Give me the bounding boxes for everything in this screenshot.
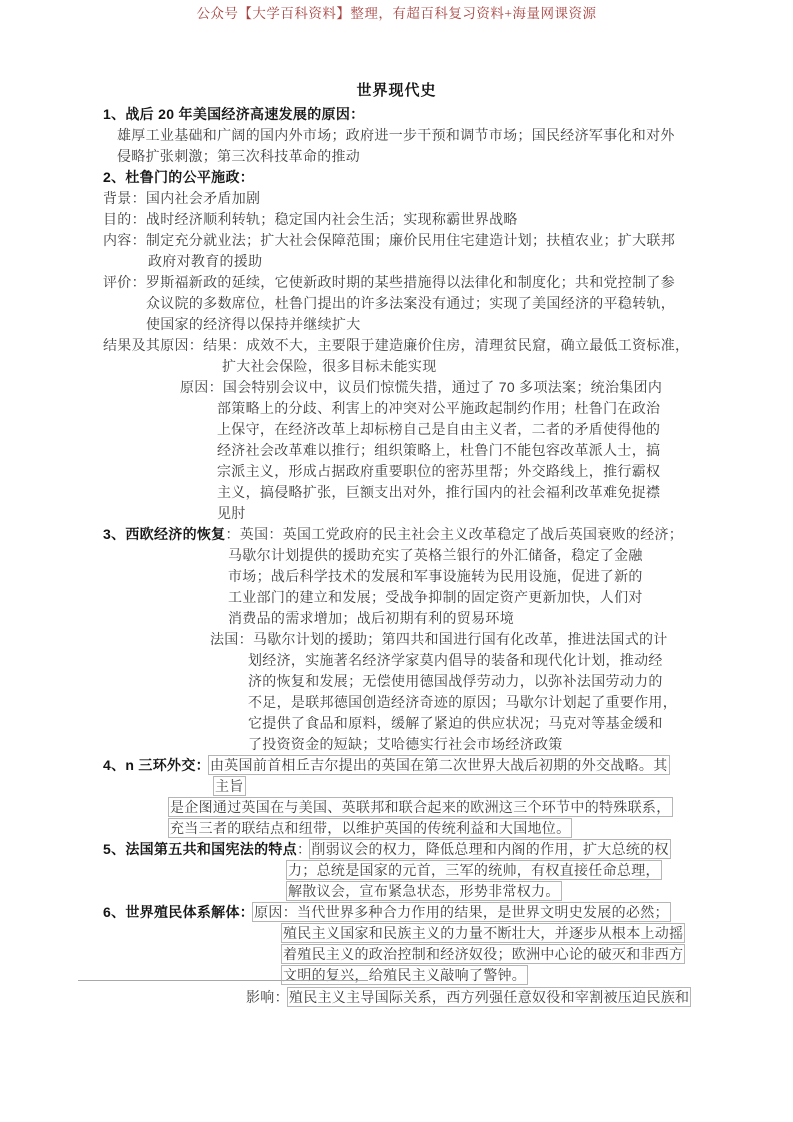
text-line [0, 482, 793, 503]
heading-segment: 2、杜鲁门的公平施政： [103, 169, 255, 185]
boxed-segment: 是企图通过英国在与美国、英联邦和联合起来的欧洲这三个环节中的特殊联系， [170, 799, 671, 815]
text-segment: 划经济，实施著名经济学家莫内倡导的装备和现代化计划，推动经 [248, 652, 663, 668]
boxed-segment: 充当三者的联结点和纽带，以维护英国的传统利益和大国地位。 [170, 820, 571, 836]
text-segment: 宗派主义，形成占据政府重要职位的密苏里帮；外交路线上，推行霸权 [217, 463, 661, 479]
text-line [0, 734, 793, 755]
text-line [0, 671, 793, 692]
text-line [0, 272, 793, 293]
header-note: 公众号【大学百科资料】整理，有超百科复习资料+海量网课资源 [196, 6, 597, 21]
text-segment: 主义，搞侵略扩张，巨额支出对外，推行国内的社会福利改革难免捉襟 [217, 484, 661, 500]
text-segment: 工业部门的建立和发展；受战争抑制的固定资产更新加快，人们对 [228, 589, 643, 605]
document-body [0, 104, 793, 1008]
text-line [0, 335, 793, 356]
text-line [0, 188, 793, 209]
text-segment: 消费品的需求增加；战后初期有利的贸易环境 [228, 610, 514, 626]
boxed-segment: 殖民主义国家和民族主义的力量不断壮大，并逐步从根本上动摇 [283, 925, 684, 941]
text-line [0, 965, 793, 986]
section-divider [78, 980, 368, 981]
text-line [0, 713, 793, 734]
page-title: 世界现代史 [356, 82, 437, 99]
text-line [0, 104, 793, 125]
text-line [0, 839, 793, 860]
text-segment: 政府对教育的援助 [148, 253, 263, 269]
text-segment: 众议院的多数席位，杜鲁门提出的许多法案没有通过；实现了美国经济的平稳转轨， [146, 295, 676, 311]
text-line [0, 608, 793, 629]
text-segment: 见肘 [217, 505, 246, 521]
text-segment: 马歇尔计划提供的援助充实了英格兰银行的外汇储备，稳定了金融 [228, 547, 643, 563]
text-segment: 原因：国会特别会议中，议员们惊慌失措，通过了 70 多项法案；统治集团内 [180, 379, 663, 395]
text-segment: 侵略扩张刺激；第三次科技革命的推动 [117, 148, 361, 164]
boxed-segment: 着殖民主义的政治控制和经济奴役；欧洲中心论的破灭和非西方 [283, 946, 684, 962]
heading-segment: 3、西欧经济的恢复 [103, 526, 226, 542]
text-line [0, 167, 793, 188]
text-segment: 目的：战时经济顺利转轨；稳定国内社会生活；实现称霸世界战略 [103, 211, 518, 227]
text-segment: 不足，是联邦德国创造经济奇迹的原因；马歇尔计划起了重要作用， [248, 694, 677, 710]
boxed-segment: 由英国前首相丘吉尔提出的英国在第二次世界大战后初期的外交战略。其 [209, 757, 668, 773]
boxed-segment: 解散议会，宣布紧急状态，形势非常权力。 [288, 883, 560, 899]
heading-segment: 4、n 三环外交： [103, 757, 210, 773]
boxed-segment: 文明的复兴，给殖民主义敲响了警钟。 [283, 967, 527, 983]
text-line [0, 987, 793, 1008]
text-segment: ：英国：英国工党政府的民主社会主义改革稳定了战后英国衰败的经济； [225, 526, 684, 542]
text-segment: 扩大社会保险，很多目标未能实现 [222, 358, 437, 374]
text-line [0, 356, 793, 377]
text-segment: 市场；战后科学技术的发展和军事设施转为民用设施，促进了新的 [228, 568, 643, 584]
text-line [0, 209, 793, 230]
text-line [0, 314, 793, 335]
text-line [0, 440, 793, 461]
text-segment: 上保守，在经济改革上却标榜自己是自由主义者，二者的矛盾使得他的 [217, 421, 661, 437]
boxed-segment: 原因：当代世界多种合力作用的结果，是世界文明史发展的必然； [254, 904, 669, 920]
text-line [0, 650, 793, 671]
text-segment: 影响： [246, 989, 289, 1005]
text-segment: 内容：制定充分就业法；扩大社会保障范围；廉价民用住宅建造计划；扶植农业；扩大联邦 [103, 232, 675, 248]
text-line [0, 293, 793, 314]
boxed-segment: 主旨 [215, 778, 244, 794]
text-segment: 结果及其原因：结果：成效不大，主要限于建造廉价住房，清理贫民窟，确立最低工资标准， [103, 337, 690, 353]
boxed-segment: 削弱议会的权力，降低总理和内阁的作用，扩大总统的权 [311, 841, 669, 857]
text-segment: 部策略上的分歧、利害上的冲突对公平施政起制约作用；杜鲁门在政治 [217, 400, 661, 416]
text-line [0, 461, 793, 482]
boxed-segment: 力；总统是国家的元首，三军的统帅，有权直接任命总理， [288, 862, 660, 878]
text-line [0, 755, 793, 776]
heading-segment: 6、世界殖民体系解体： [103, 904, 255, 920]
text-line [0, 797, 793, 818]
text-line [0, 881, 793, 902]
text-segment: 法国：马歇尔计划的援助；第四共和国进行国有化改革，推进法国式的计 [210, 631, 668, 647]
text-line [0, 692, 793, 713]
text-line [0, 251, 793, 272]
text-segment: 评价：罗斯福新政的延续，它使新政时期的某些措施得以法律化和制度化；共和党控制了参 [103, 274, 675, 290]
text-line [0, 776, 793, 797]
heading-segment: 1、战后 20 年美国经济高速发展的原因： [103, 106, 365, 122]
text-segment: ： [297, 841, 312, 857]
text-line [0, 377, 793, 398]
text-line [0, 545, 793, 566]
text-line [0, 566, 793, 587]
text-segment: 了投资资金的短缺；艾哈德实行社会市场经济政策 [248, 736, 563, 752]
text-line [0, 629, 793, 650]
text-segment: 使国家的经济得以保持并继续扩大 [146, 316, 361, 332]
text-segment: 背景：国内社会矛盾加剧 [103, 190, 261, 206]
text-line [0, 860, 793, 881]
text-line [0, 524, 793, 545]
text-line [0, 419, 793, 440]
text-line [0, 503, 793, 524]
text-line [0, 902, 793, 923]
text-segment: 它提供了食品和原料，缓解了紧迫的供应状况；马克对等基金缓和 [248, 715, 663, 731]
text-segment: 济的恢复和发展；无偿使用德国战俘劳动力，以弥补法国劳动力的 [248, 673, 663, 689]
text-line [0, 818, 793, 839]
text-line [0, 146, 793, 167]
text-segment: 雄厚工业基础和广阔的国内外市场；政府进一步干预和调节市场；国民经济军事化和对外 [117, 127, 675, 143]
heading-segment: 5、法国第五共和国宪法的特点 [103, 841, 297, 857]
text-line [0, 944, 793, 965]
text-segment: 经济社会改革难以推行；组织策略上，杜鲁门不能包容改革派人士，搞 [217, 442, 661, 458]
text-line [0, 125, 793, 146]
text-line [0, 230, 793, 251]
boxed-segment: 殖民主义主导国际关系，西方列强任意奴役和宰割被压迫民族和 [288, 989, 690, 1005]
text-line [0, 587, 793, 608]
text-line [0, 398, 793, 419]
text-line [0, 923, 793, 944]
